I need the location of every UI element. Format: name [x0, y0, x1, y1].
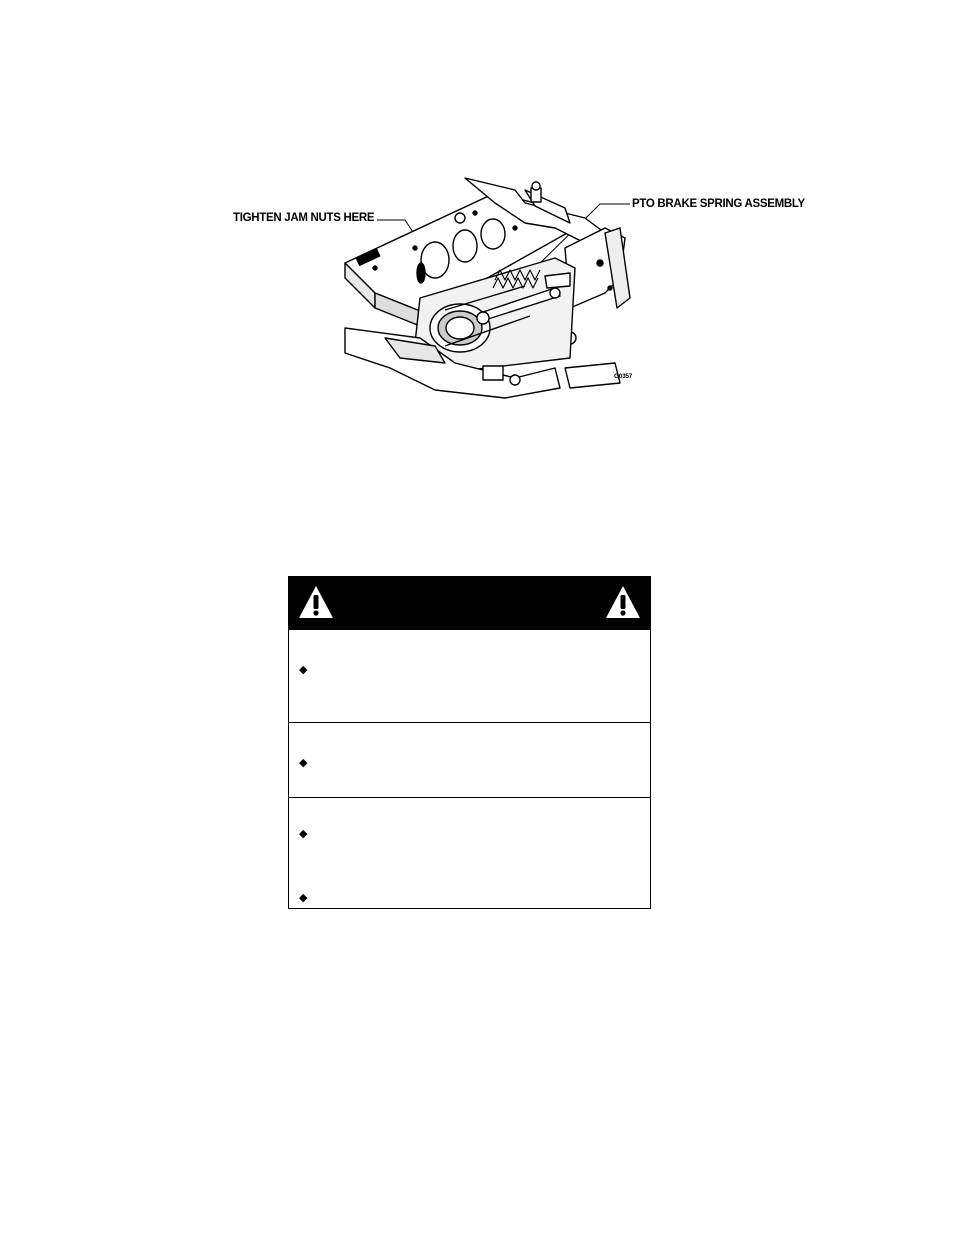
warning-box — [288, 576, 651, 909]
warning-triangle-icon — [297, 584, 335, 620]
warning-section-2 — [289, 722, 650, 798]
bullet-icon: ◆ — [299, 828, 308, 840]
warning-header — [289, 577, 650, 629]
warning-section-3 — [289, 797, 650, 909]
callout-tighten-jam-nuts: TIGHTEN JAM NUTS HERE — [233, 212, 375, 224]
figure-code: G0357 — [614, 373, 633, 380]
bullet-icon: ◆ — [299, 892, 308, 904]
bullet-icon: ◆ — [299, 757, 308, 769]
bullet-icon: ◆ — [299, 664, 308, 676]
warning-section-1 — [289, 629, 650, 723]
warning-triangle-icon — [604, 584, 642, 620]
callout-pto-brake-spring: PTO BRAKE SPRING ASSEMBLY — [632, 198, 805, 210]
